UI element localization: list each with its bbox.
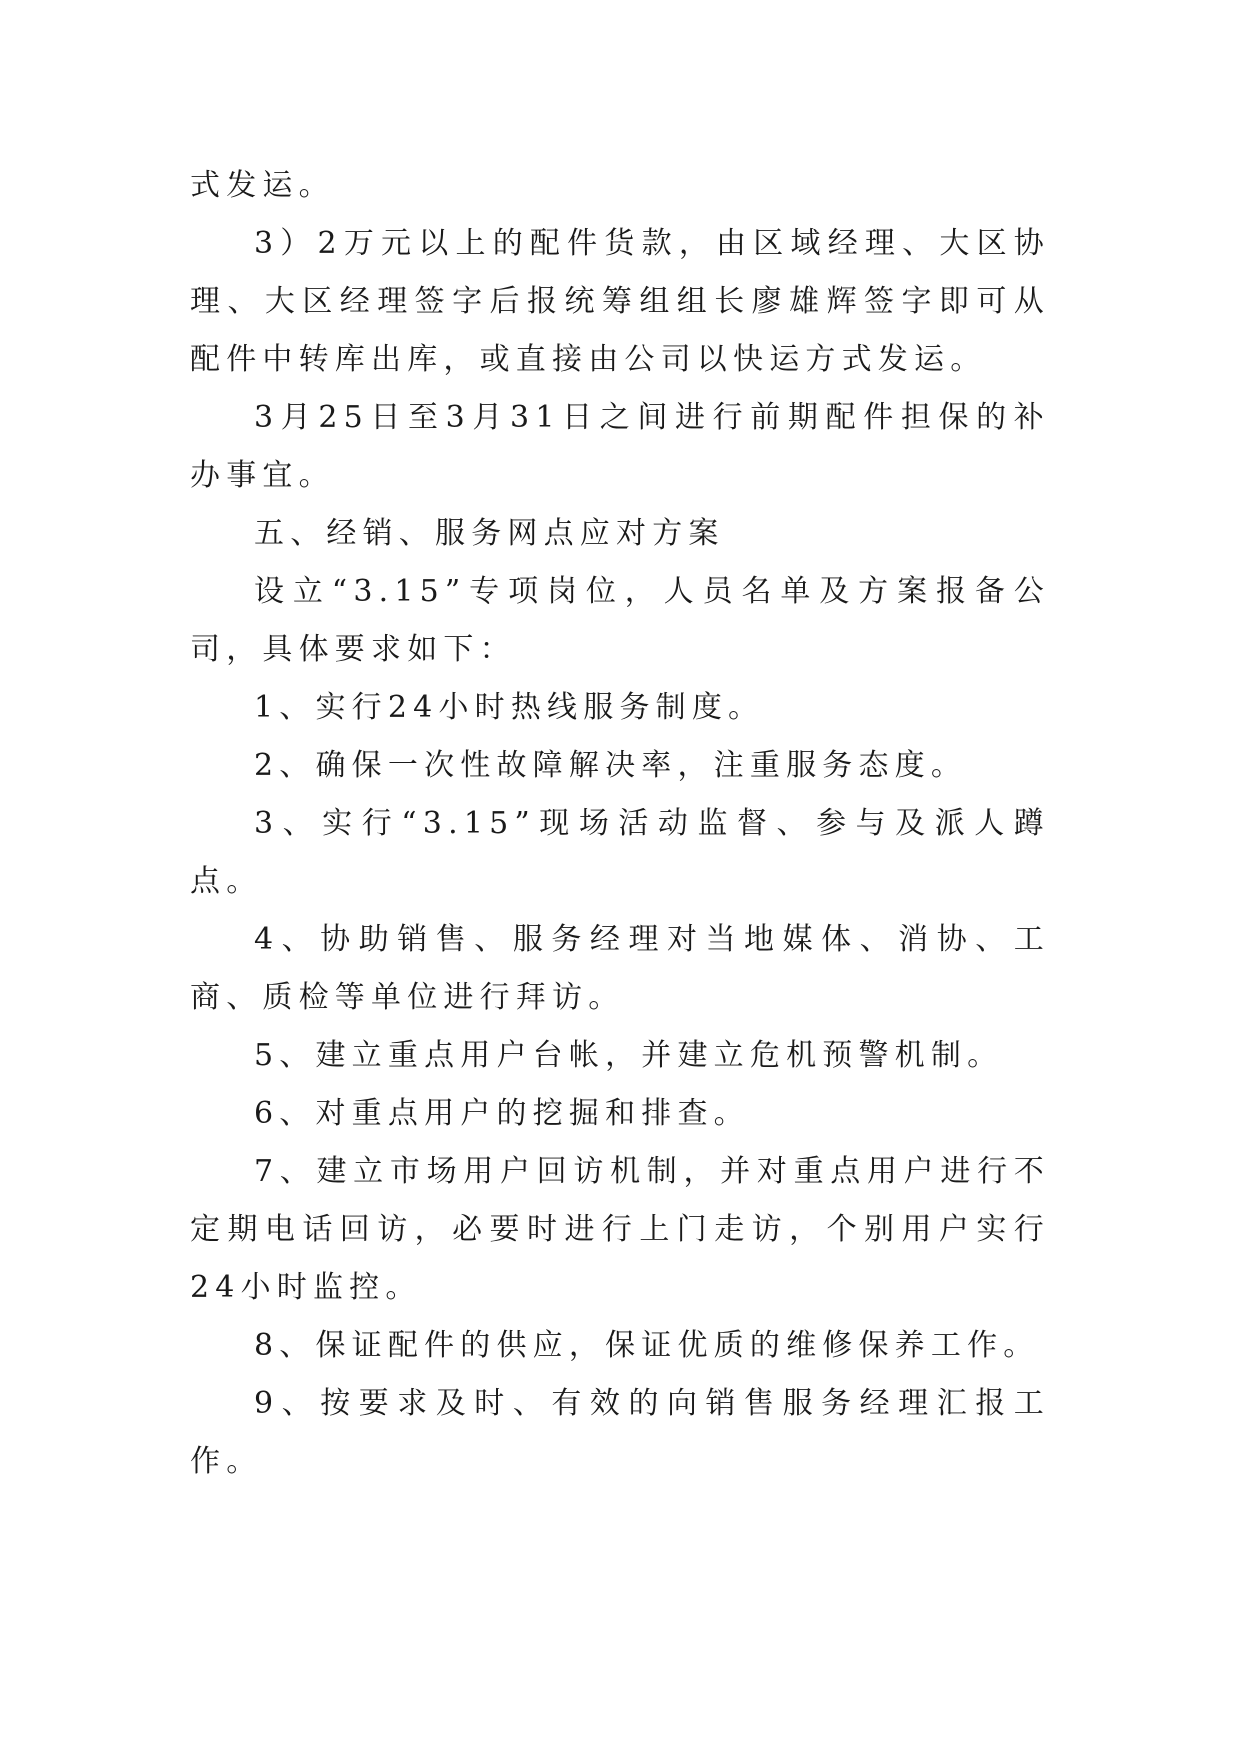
paragraph-guarantee-dates: 3月25日至3月31日之间进行前期配件担保的补办事宜。 xyxy=(190,400,1050,493)
list-item-1: 1、实行24小时热线服务制度。 xyxy=(254,690,765,725)
list-item-8: 8、保证配件的供应，保证优质的维修保养工作。 xyxy=(254,1328,1040,1363)
paragraph-item-3-payment: 3）2万元以上的配件货款，由区域经理、大区协理、大区经理签字后报统筹组组长廖雄辉签字即可从配件中转库出库，或直接由公司以快运方式发运。 xyxy=(190,226,1050,377)
list-item-9: 9、按要求及时、有效的向销售服务经理汇报工作。 xyxy=(190,1386,1050,1479)
paragraph-continuation: 式发运。 xyxy=(190,168,335,203)
section-heading-five: 五、经销、服务网点应对方案 xyxy=(254,516,725,551)
list-item-2: 2、确保一次性故障解决率，注重服务态度。 xyxy=(254,748,968,783)
list-item-7: 7、建立市场用户回访机制，并对重点用户进行不定期电话回访，必要时进行上门走访，个别用户实行24小时监控。 xyxy=(190,1154,1050,1305)
list-item-6: 6、对重点用户的挖掘和排查。 xyxy=(254,1096,750,1131)
list-item-5: 5、建立重点用户台帐，并建立危机预警机制。 xyxy=(254,1038,1004,1073)
list-item-4: 4、协助销售、服务经理对当地媒体、消协、工商、质检等单位进行拜访。 xyxy=(190,922,1050,1015)
paragraph-special-post: 设立“3.15”专项岗位，人员名单及方案报备公司，具体要求如下： xyxy=(190,574,1050,667)
document-body xyxy=(190,157,1050,1491)
list-item-3: 3、实行“3.15”现场活动监督、参与及派人蹲点。 xyxy=(190,806,1050,899)
